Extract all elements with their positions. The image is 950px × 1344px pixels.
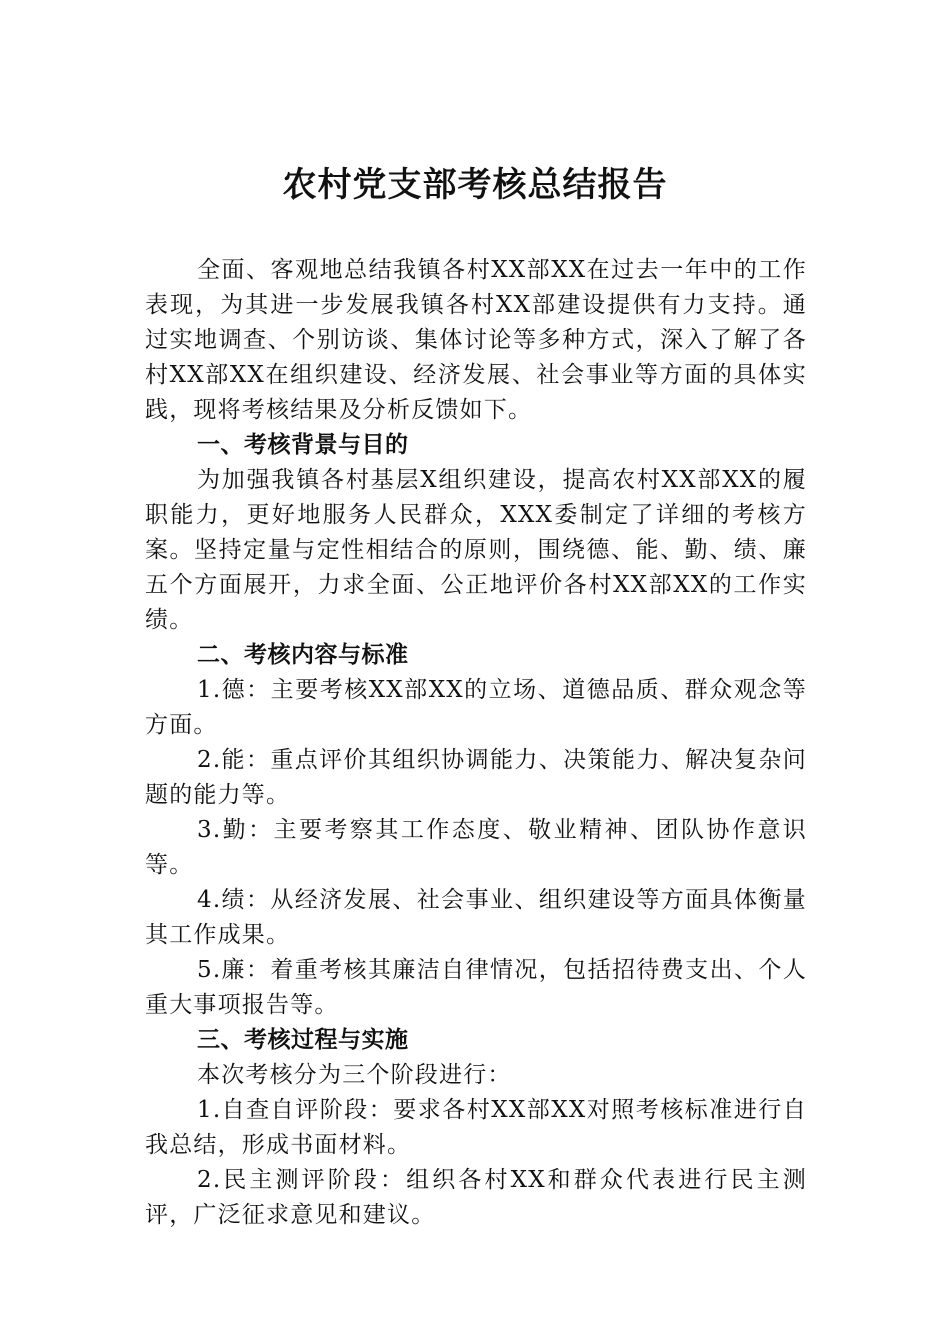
criteria-item-lian: 5.廉：着重考核其廉洁自律情况，包括招待费支出、个人重大事项报告等。 bbox=[145, 957, 807, 1018]
section-3-lead: 本次考核分为三个阶段进行： bbox=[197, 1062, 512, 1088]
intro-paragraph: 全面、客观地总结我镇各村XX部XX在过去一年中的工作表现，为其进一步发展我镇各村XX部建设提供有力支持。通过实地调查、个别访谈、集体讨论等多种方式，深入了解了各村XX部XX在组织建设、经济发展、社会事业等方面的具体实践，现将考核结果及分析反馈如下。 bbox=[145, 257, 807, 423]
section-1-heading: 一、考核背景与目的 bbox=[197, 432, 409, 458]
criteria-item-ji: 4.绩：从经济发展、社会事业、组织建设等方面具体衡量其工作成果。 bbox=[145, 887, 807, 948]
criteria-item-qin: 3.勤：主要考察其工作态度、敬业精神、团队协作意识等。 bbox=[145, 817, 807, 878]
section-1-paragraph: 为加强我镇各村基层X组织建设，提高农村XX部XX的履职能力，更好地服务人民群众，XXX委制定了详细的考核方案。坚持定量与定性相结合的原则，围绕德、能、勤、绩、廉五个方面展开，力求全面、公正地评价各村XX部XX的工作实绩。 bbox=[145, 467, 807, 633]
document-body bbox=[145, 253, 807, 1233]
document-title: 农村党支部考核总结报告 bbox=[282, 165, 668, 205]
section-3-heading: 三、考核过程与实施 bbox=[197, 1027, 409, 1053]
criteria-item-neng: 2.能：重点评价其组织协调能力、决策能力、解决复杂问题的能力等。 bbox=[145, 747, 807, 808]
stage-item-democratic-review: 2.民主测评阶段：组织各村XX和群众代表进行民主测评，广泛征求意见和建议。 bbox=[145, 1167, 807, 1228]
stage-item-self-review: 1.自查自评阶段：要求各村XX部XX对照考核标准进行自我总结，形成书面材料。 bbox=[145, 1097, 807, 1158]
criteria-item-de: 1.德：主要考核XX部XX的立场、道德品质、群众观念等方面。 bbox=[145, 677, 807, 738]
section-2-heading: 二、考核内容与标准 bbox=[197, 642, 409, 668]
